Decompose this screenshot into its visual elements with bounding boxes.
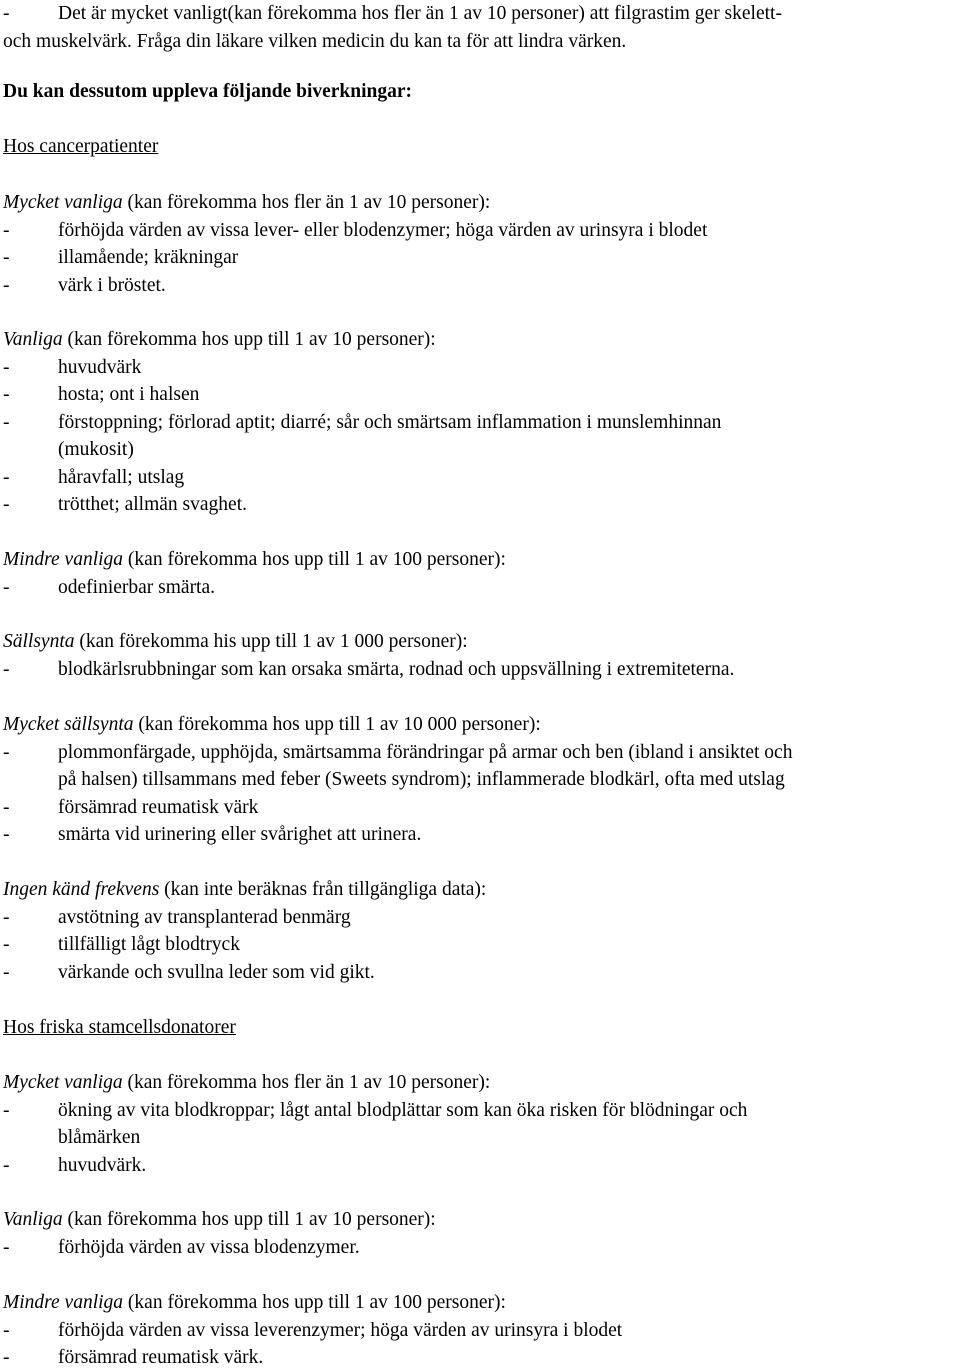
- intro-item: [3, 0, 960, 55]
- list-item: - huvudvärk.: [3, 1154, 147, 1176]
- list-item: - försämrad reumatisk värk: [3, 796, 259, 818]
- list-item: - förhöjda värden av vissa lever- eller blodenzymer; höga värden av urinsyra i blodet: [3, 219, 708, 241]
- donor-frequency-group-very-common: [3, 1069, 960, 1179]
- list-item: - trötthet; allmän svaghet.: [3, 494, 247, 515]
- list-item: - smärta vid urinering eller svårighet att urinera.: [3, 824, 422, 845]
- frequency-label: Vanliga: [3, 329, 63, 350]
- frequency-label: Ingen känd frekvens: [3, 879, 160, 900]
- frequency-label: Mindre vanliga: [3, 549, 124, 570]
- donor-frequency-group-uncommon: [3, 1289, 960, 1372]
- frequency-group-unknown: [3, 876, 960, 986]
- frequency-header: [3, 876, 960, 904]
- frequency-desc: (kan förekomma hos upp till 1 av 100 personer):: [123, 1292, 506, 1313]
- frequency-desc: (kan förekomma hos upp till 1 av 10 personer):: [62, 329, 436, 350]
- list-item: - förhöjda värden av vissa leverenzymer; höga värden av urinsyra i blodet: [3, 1319, 623, 1341]
- list-item: - plommonfärgade, upphöjda, smärtsamma förändringar på armar och ben (ibland i ansiktet och på halsen) tillsammans med feber (Sweets syndrom); inflammerade blodkärl, ofta med utslag: [3, 741, 793, 790]
- intro-line-2: och muskelvärk. Fråga din läkare vilken medicin du kan ta för att lindra värken.: [3, 30, 627, 52]
- frequency-group-common: [3, 326, 960, 519]
- list-dash: -: [3, 3, 10, 24]
- frequency-label: Sällsynta: [3, 631, 75, 652]
- frequency-group-very-rare: [3, 711, 960, 849]
- intro-line-1: Det är mycket vanligt(kan förekomma hos fler än 1 av 10 personer) att filgrastim ger skelett-: [58, 3, 782, 24]
- side-effects-heading: Du kan dessutom uppleva följande biverkningar:: [3, 81, 413, 102]
- frequency-desc: (kan förekomma hos upp till 1 av 10 personer):: [62, 1209, 436, 1230]
- frequency-header: [3, 189, 960, 217]
- frequency-group-very-common: [3, 189, 960, 299]
- frequency-desc: (kan förekomma hos upp till 1 av 10 000 personer):: [133, 714, 541, 735]
- list-item: - värkande och svullna leder som vid gikt.: [3, 961, 375, 983]
- frequency-label: Mycket vanliga: [3, 192, 123, 213]
- frequency-label: Mycket vanliga: [3, 1072, 123, 1093]
- list-item: - tillfälligt lågt blodtryck: [3, 934, 240, 955]
- donor-frequency-group-common: [3, 1206, 960, 1261]
- list-item: - hosta; ont i halsen: [3, 384, 200, 405]
- frequency-header: [3, 711, 960, 739]
- list-item: - ökning av vita blodkroppar; lågt antal blodplättar som kan öka risken för blödningar och blåmärken: [3, 1099, 748, 1148]
- frequency-header: [3, 628, 960, 656]
- frequency-header: [3, 1206, 960, 1234]
- frequency-desc: (kan förekomma hos fler än 1 av 10 personer):: [122, 1072, 491, 1093]
- frequency-label: Vanliga: [3, 1209, 63, 1230]
- frequency-header: [3, 1289, 960, 1317]
- list-item: - huvudvärk: [3, 356, 142, 378]
- list-item: - odefinierbar smärta.: [3, 576, 216, 598]
- frequency-header: [3, 1069, 960, 1097]
- section-title-donors: Hos friska stamcellsdonatorer: [3, 1017, 236, 1038]
- frequency-desc: (kan förekomma hos upp till 1 av 100 personer):: [123, 549, 506, 570]
- list-item: - blodkärlsrubbningar som kan orsaka smärta, rodnad och uppsvällning i extremiteterna.: [3, 658, 735, 680]
- list-item: - förstoppning; förlorad aptit; diarré; sår och smärtsam inflammation i munslemhinnan (mukosit): [3, 411, 722, 460]
- section-title-cancer: Hos cancerpatienter: [3, 136, 159, 157]
- list-item: - försämrad reumatisk värk.: [3, 1347, 264, 1368]
- intro-list: [3, 0, 960, 55]
- frequency-label: Mycket sällsynta: [3, 714, 134, 735]
- list-item: - avstötning av transplanterad benmärg: [3, 906, 351, 928]
- list-item: - förhöjda värden av vissa blodenzymer.: [3, 1236, 360, 1258]
- frequency-label: Mindre vanliga: [3, 1292, 124, 1313]
- list-item: - håravfall; utslag: [3, 466, 185, 488]
- list-item: - illamående; kräkningar: [3, 247, 239, 268]
- frequency-header: [3, 326, 960, 354]
- frequency-desc: (kan förekomma his upp till 1 av 1 000 personer):: [74, 631, 468, 652]
- frequency-group-rare: [3, 628, 960, 683]
- frequency-header: [3, 546, 960, 574]
- frequency-desc: (kan förekomma hos fler än 1 av 10 personer):: [122, 192, 491, 213]
- frequency-group-uncommon: [3, 546, 960, 601]
- frequency-desc: (kan inte beräknas från tillgängliga data):: [159, 879, 487, 900]
- list-item: - värk i bröstet.: [3, 274, 166, 296]
